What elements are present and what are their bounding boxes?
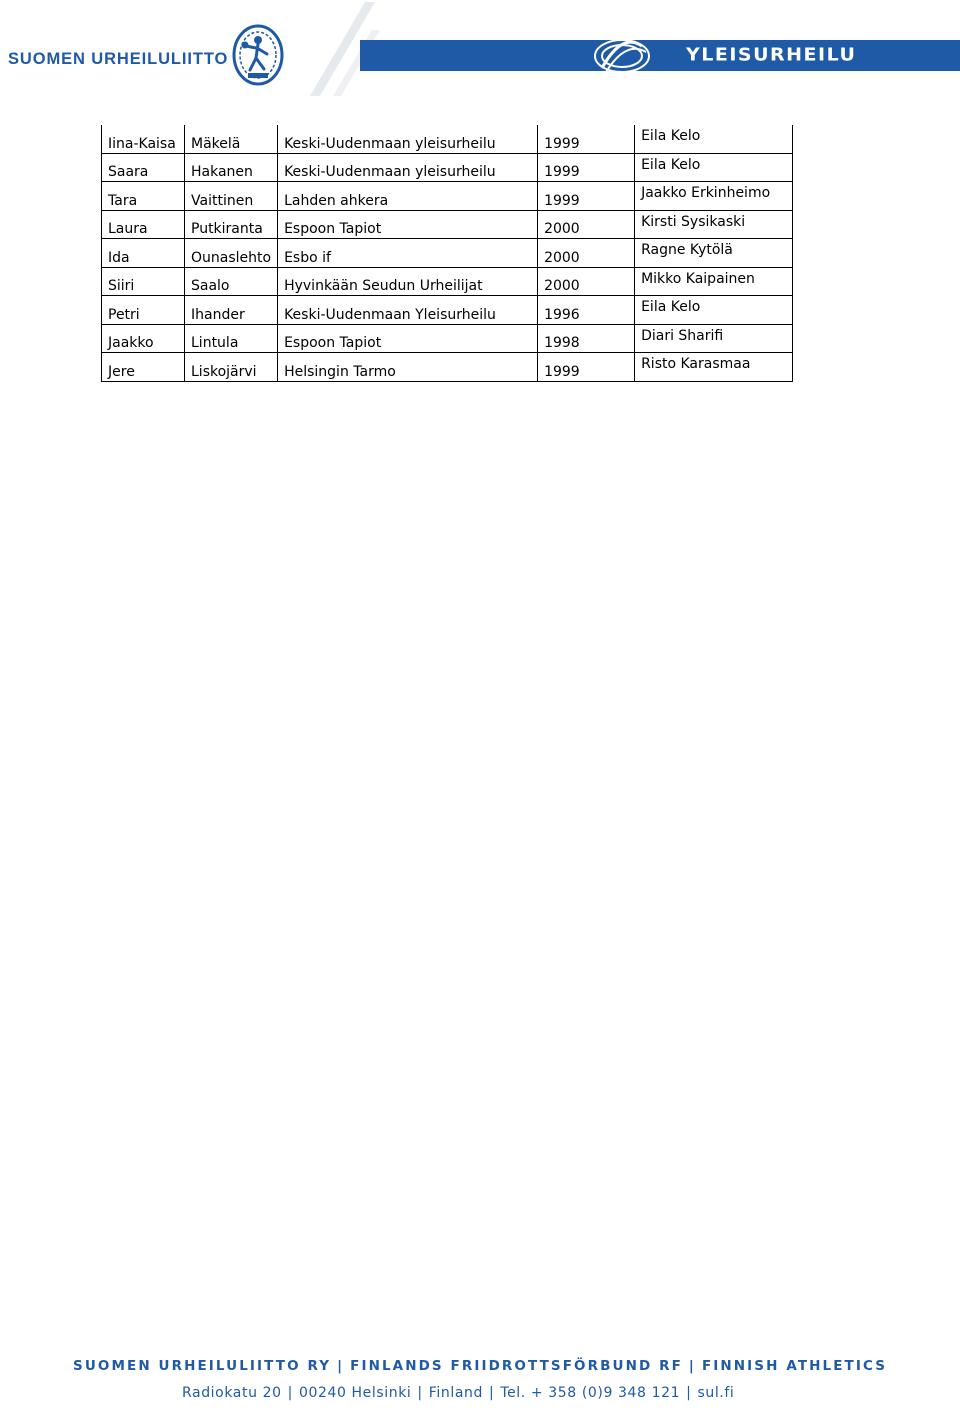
- birth-year-cell: 2000: [538, 267, 635, 296]
- first-name-cell: Siiri: [102, 267, 185, 296]
- last-name-cell: Saalo: [185, 267, 278, 296]
- table-row: [102, 210, 793, 239]
- club-cell: Lahden ahkera: [278, 182, 538, 211]
- first-name-cell: Jaakko: [102, 324, 185, 353]
- table-row: [102, 353, 793, 382]
- org-name: SUOMEN URHEILULIITTO: [8, 50, 229, 68]
- footer-separator: |: [337, 1358, 345, 1374]
- birth-year-cell: 1999: [538, 182, 635, 211]
- last-name-cell: Ihander: [185, 296, 278, 325]
- table-row: [102, 125, 793, 153]
- first-name-cell: Petri: [102, 296, 185, 325]
- footer-country: Finland: [428, 1385, 483, 1401]
- table-row: [102, 153, 793, 182]
- coach-cell: Eila Kelo: [635, 153, 793, 182]
- first-name-cell: Tara: [102, 182, 185, 211]
- footer-org-3: FINNISH ATHLETICS: [701, 1358, 888, 1374]
- discus-thrower-emblem-icon: [232, 24, 284, 86]
- coach-cell: Ragne Kytölä: [635, 239, 793, 268]
- swirl-logo-icon: [592, 38, 652, 74]
- coach-cell: Eila Kelo: [635, 125, 793, 153]
- table-row: [102, 239, 793, 268]
- footer-web-link[interactable]: sul.fi: [697, 1385, 735, 1401]
- coach-cell: Risto Karasmaa: [635, 353, 793, 382]
- club-cell: Espoon Tapiot: [278, 324, 538, 353]
- page-header: [0, 0, 960, 100]
- club-cell: Keski-Uudenmaan Yleisurheilu: [278, 296, 538, 325]
- birth-year-cell: 2000: [538, 210, 635, 239]
- last-name-cell: Hakanen: [185, 153, 278, 182]
- coach-cell: Diari Sharifi: [635, 324, 793, 353]
- last-name-cell: Lintula: [185, 324, 278, 353]
- table-row: [102, 296, 793, 325]
- coach-cell: Jaakko Erkinheimo: [635, 182, 793, 211]
- last-name-cell: Liskojärvi: [185, 353, 278, 382]
- footer-separator: |: [287, 1385, 293, 1401]
- first-name-cell: Jere: [102, 353, 185, 382]
- footer-contact-line: [182, 1385, 734, 1401]
- table-row: [102, 324, 793, 353]
- last-name-cell: Putkiranta: [185, 210, 278, 239]
- club-cell: Helsingin Tarmo: [278, 353, 538, 382]
- club-cell: Esbo if: [278, 239, 538, 268]
- club-cell: Espoon Tapiot: [278, 210, 538, 239]
- footer-separator: |: [488, 1385, 495, 1401]
- first-name-cell: Laura: [102, 210, 185, 239]
- footer-org-2: FINLANDS FRIIDROTTSFÖRBUND RF: [350, 1358, 683, 1374]
- table-row: [102, 267, 793, 296]
- birth-year-cell: 1999: [538, 353, 635, 382]
- last-name-cell: Mäkelä: [185, 125, 278, 153]
- first-name-cell: Iina-Kaisa: [102, 125, 185, 153]
- first-name-cell: Ida: [102, 239, 185, 268]
- birth-year-cell: 2000: [538, 239, 635, 268]
- first-name-cell: Saara: [102, 153, 185, 182]
- coach-cell: Kirsti Sysikaski: [635, 210, 793, 239]
- coach-cell: Mikko Kaipainen: [635, 267, 793, 296]
- birth-year-cell: 1998: [538, 324, 635, 353]
- footer-postal: 00240 Helsinki: [298, 1385, 412, 1401]
- club-cell: Keski-Uudenmaan yleisurheilu: [278, 153, 538, 182]
- club-cell: Keski-Uudenmaan yleisurheilu: [278, 125, 538, 153]
- footer-org-line: [73, 1358, 887, 1374]
- birth-year-cell: 1996: [538, 296, 635, 325]
- brand-name: YLEISURHEILU: [686, 44, 857, 66]
- footer-separator: |: [686, 1385, 692, 1401]
- footer-address: Radiokatu 20: [182, 1385, 282, 1401]
- footer-phone: Tel. + 358 (0)9 348 121: [500, 1385, 681, 1401]
- club-cell: Hyvinkään Seudun Urheilijat: [278, 267, 538, 296]
- footer-separator: |: [688, 1358, 696, 1374]
- coach-cell: Eila Kelo: [635, 296, 793, 325]
- table-row: [102, 182, 793, 211]
- athlete-table: [101, 125, 793, 382]
- birth-year-cell: 1999: [538, 153, 635, 182]
- footer-org-1: SUOMEN URHEILULIITTO RY: [73, 1358, 332, 1374]
- footer-separator: |: [417, 1385, 423, 1401]
- last-name-cell: Ounaslehto: [185, 239, 278, 268]
- last-name-cell: Vaittinen: [185, 182, 278, 211]
- birth-year-cell: 1999: [538, 125, 635, 153]
